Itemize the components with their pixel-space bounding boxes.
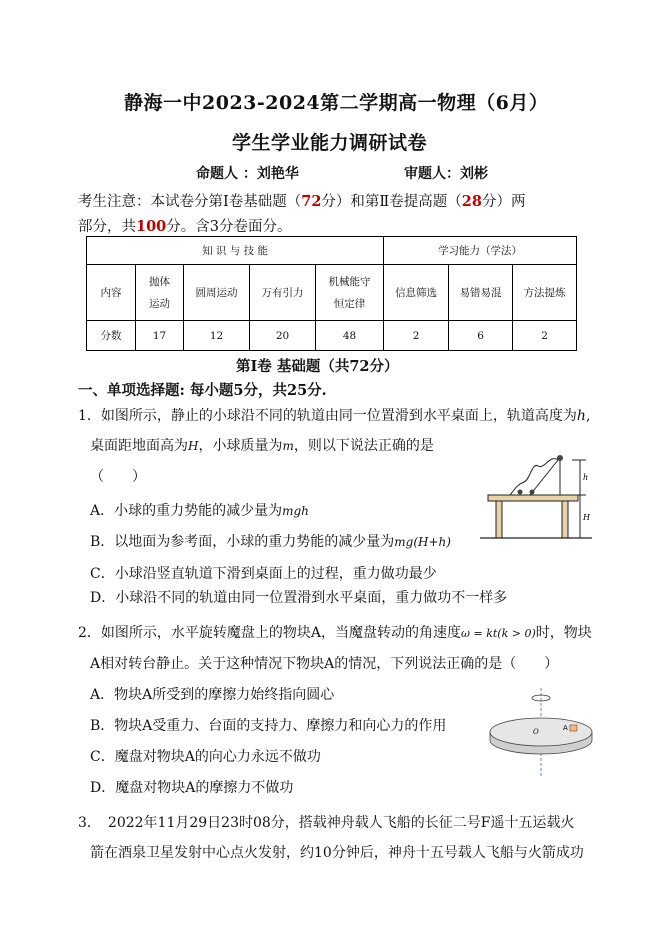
group-knowledge: 知 识 与 技 能 — [87, 237, 384, 265]
notice-text-5: 分。含3分卷面分。 — [166, 219, 292, 235]
q2-line-1 — [78, 622, 592, 642]
setter-label: 命题人 ：刘艳华 — [196, 166, 299, 182]
table-top — [488, 495, 578, 501]
col-header-circular: 圆周运动 — [184, 265, 250, 321]
q1-option-b-expr: mg(H+h) — [394, 535, 451, 549]
q3-line-2: 箭在酒泉卫星发射中心点火发射，约10分钟后，神舟十五号载人飞船与火箭成功 — [90, 845, 584, 861]
score-cell: 17 — [136, 321, 184, 351]
disk-surface — [490, 718, 592, 746]
q2-figure — [486, 686, 596, 778]
score-cell: 2 — [384, 321, 449, 351]
q1-option-b-text: B．以地面为参考面，小球的重力势能的减少量为 — [90, 534, 395, 550]
notice-text-4: 部分，共 — [78, 219, 136, 235]
reviewer-label: 审题人：刘彬 — [404, 166, 488, 182]
q1-text-2-mid: ，小球质量为 — [198, 438, 283, 454]
col-header-gravitation: 万有引力 — [250, 265, 316, 321]
q2-option-a: A．物块A所受到的摩擦力始终指向圆心 — [90, 687, 335, 703]
table-leg-left — [496, 501, 502, 538]
q1-var-H: H — [188, 439, 199, 453]
notice-text-3: 分）两 — [481, 194, 526, 210]
col-header-method: 方法提炼 — [513, 265, 577, 321]
q1-text-1: 1．如图所示，静止的小球沿不同的轨道由同一位置滑到水平桌面上，轨道高度为 — [78, 408, 577, 424]
col-header-error: 易错易混 — [449, 265, 513, 321]
figure-label-H: H — [583, 513, 590, 522]
exam-title: 静海一中2023-2024第二学期高一物理（6月） — [124, 92, 549, 114]
section-heading: 第Ⅰ卷 基础题（共72分） — [236, 358, 399, 375]
q1-option-a-expr: mgh — [282, 504, 309, 518]
notice-text-1: 考生注意：本试卷分第Ⅰ卷基础题（ — [78, 194, 302, 210]
q1-text-2-end: ，则以下说法正确的是 — [293, 438, 434, 454]
score-cell: 48 — [316, 321, 384, 351]
col-header-projectile-l1: 抛体 — [149, 275, 170, 288]
block-a-icon — [570, 725, 577, 731]
col-header-energy-l1: 机械能守 — [328, 275, 371, 288]
q1-option-a — [90, 500, 309, 520]
col-header-projectile — [136, 265, 184, 321]
part-heading: 一、单项选择题: 每小题5分，共25分. — [78, 382, 327, 399]
score-cell: 2 — [513, 321, 577, 351]
q2-option-b: B．物块A受重力、台面的支持力、摩擦力和向心力的作用 — [90, 718, 447, 734]
col-header-info: 信息筛选 — [384, 265, 449, 321]
q1-option-a-text: A．小球的重力势能的减少量为 — [90, 503, 283, 519]
col-header-energy-l2: 恒定律 — [333, 297, 366, 310]
q1-option-b — [90, 531, 451, 551]
q1-var-h: h — [576, 408, 586, 424]
q1-var-m: m — [282, 439, 294, 453]
score-cell: 12 — [184, 321, 250, 351]
q1-line-1 — [78, 405, 590, 425]
col-header-energy — [316, 265, 384, 321]
figure-label-A: A — [563, 724, 568, 732]
q2-line-2: A相对转台静止。关于这种情况下物块A的情况，下列说法正确的是（ ） — [90, 656, 559, 672]
q2-option-d: D．魔盘对物块A的摩擦力不做功 — [90, 780, 294, 796]
notice-text-2: 分）和第Ⅱ卷提高题（ — [321, 194, 462, 210]
row-label-score: 分数 — [87, 321, 136, 351]
score-cell: 20 — [250, 321, 316, 351]
total-score: 100 — [136, 218, 167, 235]
q2-expr: ω = kt(k > 0) — [461, 627, 536, 640]
ball-icon — [530, 490, 535, 495]
figure-label-h: h — [583, 473, 589, 482]
exam-subtitle: 学生学业能力调研试卷 — [232, 132, 428, 154]
figure-label-O: O — [533, 728, 539, 736]
q1-option-d: D．小球沿不同的轨道由同一位置滑到水平桌面，重力做功不一样多 — [90, 590, 508, 606]
table-leg-right — [562, 501, 568, 538]
basic-score: 72 — [301, 193, 322, 210]
group-ability: 学习能力（学法） — [384, 237, 577, 265]
q1-text-2: 桌面距地面高为 — [90, 438, 188, 454]
q1-option-c: C．小球沿竖直轨道下滑到桌面上的过程，重力做功最少 — [90, 566, 437, 582]
q2-option-c: C．魔盘对物块A的向心力永远不做功 — [90, 749, 321, 765]
q1-figure — [480, 452, 600, 542]
advanced-score: 28 — [461, 193, 482, 210]
score-table — [86, 236, 577, 351]
q1-blank: （ ） — [90, 469, 146, 485]
q1-line-2 — [90, 435, 434, 455]
q2-text-1-end: 时，物块 — [535, 625, 592, 641]
score-cell: 6 — [449, 321, 513, 351]
col-header-projectile-l2: 运动 — [149, 297, 170, 310]
q1-text-1-end: , — [585, 408, 591, 424]
q3-line-1: 3． 2022年11月29日23时08分，搭载神舟载人飞船的长征二号F遥十五运载火 — [78, 815, 575, 831]
notice-line-1 — [78, 190, 525, 211]
q2-text-1: 2．如图所示，水平旋转魔盘上的物块A，当魔盘转动的角速度 — [78, 625, 462, 641]
notice-line-2 — [78, 215, 292, 236]
ball-icon — [518, 490, 523, 495]
row-label-content: 内容 — [87, 265, 136, 321]
ball-icon — [557, 455, 563, 461]
